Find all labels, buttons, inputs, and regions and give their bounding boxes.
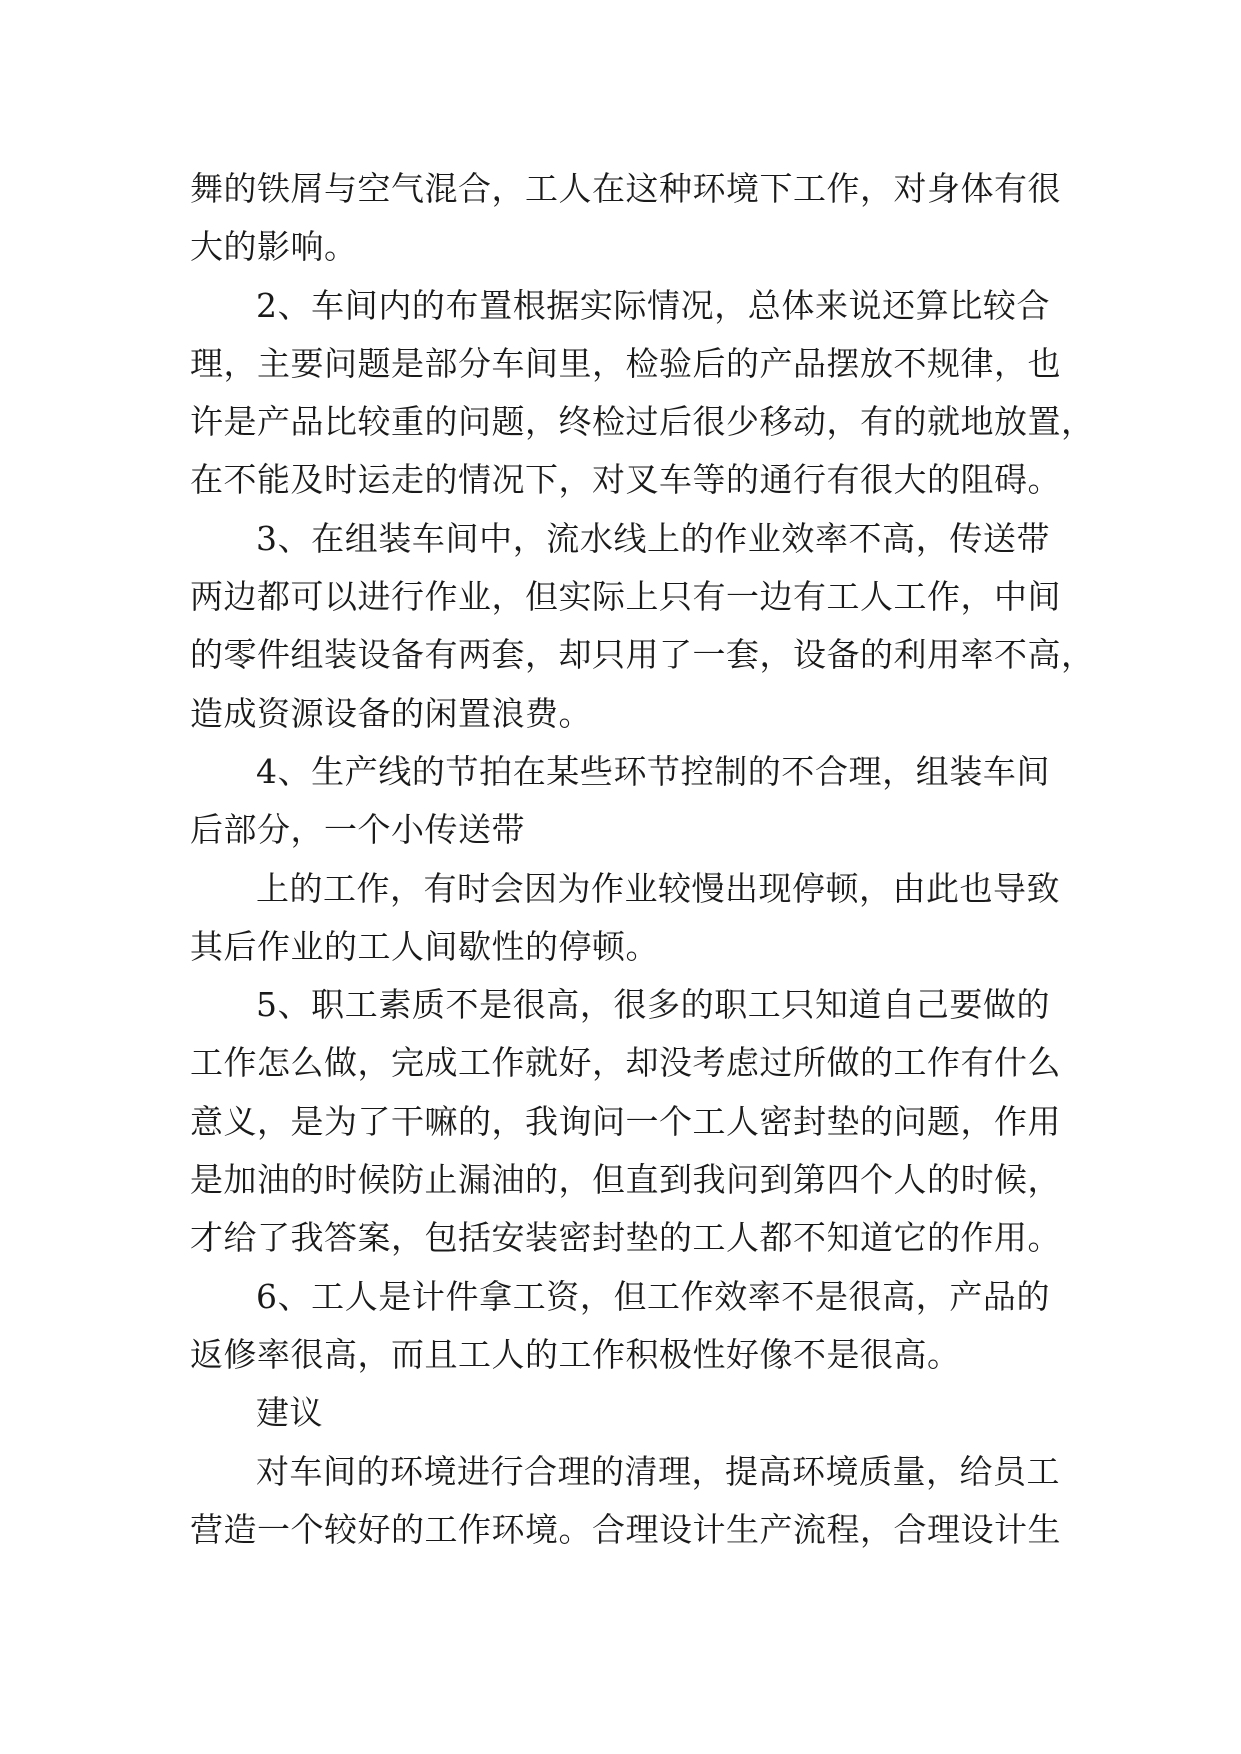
text-line: 3、在组装车间中，流水线上的作业效率不高，传送带 [256,518,1050,558]
text-line: 其后作业的工人间歇性的停顿。 [190,926,659,966]
text-line: 6、工人是计件拿工资，但工作效率不是很高，产品的 [256,1276,1050,1316]
text-line: 舞的铁屑与空气混合，工人在这种环境下工作，对身体有很 [190,169,1061,208]
text-line: 的零件组装设备有两套，却只用了一套，设备的利用率不高， [190,635,1095,675]
document-body [190,160,1095,1559]
text-line: 才给了我答案，包括安装密封垫的工人都不知道它的作用。 [190,1218,1061,1258]
text-line: 是加油的时候防止漏油的，但直到我问到第四个人的时候， [190,1160,1061,1200]
text-line: 理，主要问题是部分车间里，检验后的产品摆放不规律，也 [190,343,1061,383]
text-line: 2、车间内的布置根据实际情况，总体来说还算比较合 [256,285,1050,325]
text-line: 意义，是为了干嘛的，我询问一个工人密封垫的问题，作用 [190,1101,1061,1141]
text-line: 返修率很高，而且工人的工作积极性好像不是很高。 [190,1334,961,1374]
text-line: 造成资源设备的闲置浪费。 [190,693,592,733]
text-line: 营造一个较好的工作环境。合理设计生产流程，合理设计生 [190,1509,1061,1549]
text-line: 对车间的环境进行合理的清理，提高环境质量，给员工 [256,1451,1060,1491]
text-line: 大的影响。 [190,227,358,267]
text-line: 工作怎么做，完成工作就好，却没考虑过所做的工作有什么 [190,1043,1061,1083]
text-line: 4、生产线的节拍在某些环节控制的不合理，组装车间 [256,751,1050,791]
text-line: 两边都可以进行作业，但实际上只有一边有工人工作，中间 [190,577,1061,617]
text-line: 5、职工素质不是很高，很多的职工只知道自己要做的 [256,985,1050,1025]
text-line: 后部分，一个小传送带 [190,810,525,850]
text-line: 建议 [256,1393,323,1433]
text-line: 在不能及时运走的情况下，对叉车等的通行有很大的阻碍。 [190,460,1061,500]
text-line: 上的工作，有时会因为作业较慢出现停顿，由此也导致 [256,868,1060,908]
text-line: 许是产品比较重的问题，终检过后很少移动，有的就地放置， [190,402,1095,442]
